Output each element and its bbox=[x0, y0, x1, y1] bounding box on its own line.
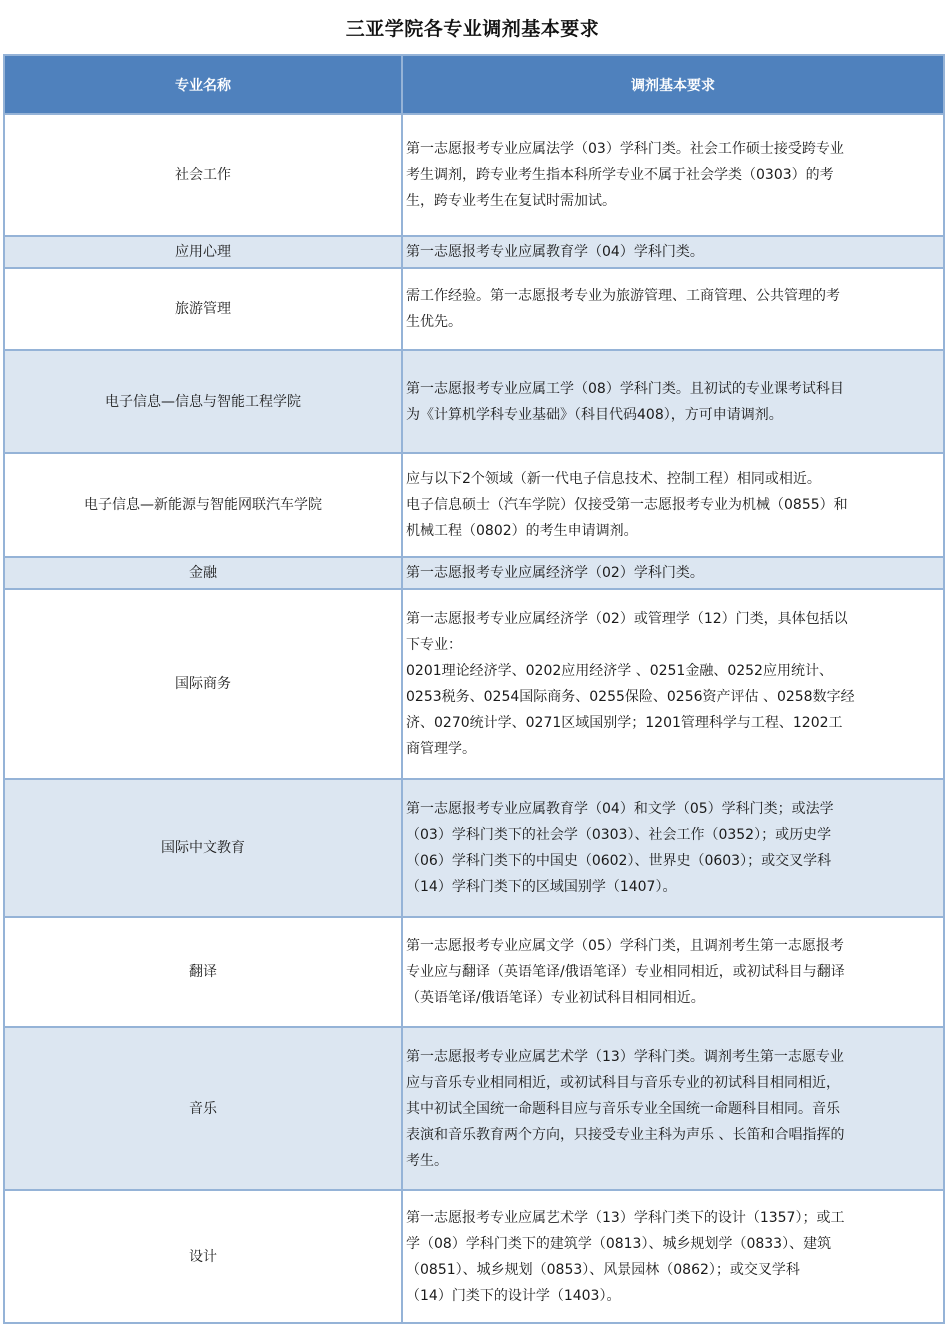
requirement-line: 0201理论经济学、0202应用经济学 、0251金融、0252应用统计、 bbox=[406, 663, 833, 679]
major-name-cell: 应用心理 bbox=[4, 236, 402, 268]
requirement-line: （英语笔译/俄语笔译）专业初试科目相同相近。 bbox=[406, 990, 705, 1006]
requirement-line: （03）学科门类下的社会学（0303）、社会工作（0352）；或历史学 bbox=[406, 827, 832, 843]
table-row bbox=[4, 917, 944, 1027]
table-row bbox=[4, 268, 944, 350]
table-row bbox=[4, 236, 944, 268]
major-name-cell: 金融 bbox=[4, 557, 402, 589]
table-header-row bbox=[4, 55, 944, 114]
requirement-cell bbox=[402, 779, 944, 917]
requirement-line: 为《计算机学科专业基础》（科目代码408），方可申请调剂。 bbox=[406, 406, 783, 423]
table-row bbox=[4, 557, 944, 589]
major-name-cell: 旅游管理 bbox=[4, 268, 402, 350]
major-name-cell: 翻译 bbox=[4, 917, 402, 1027]
header-requirements: 调剂基本要求 bbox=[402, 55, 944, 114]
requirement-line: 机械工程（0802）的考生申请调剂。 bbox=[406, 523, 638, 539]
requirement-line: 考生调剂，跨专业考生指本科所学专业不属于社会学类（0303）的考 bbox=[406, 167, 834, 183]
requirement-line: 第一志愿报考专业应属艺术学（13）学科门类下的设计（1357）；或工 bbox=[406, 1209, 845, 1226]
table-row bbox=[4, 1027, 944, 1190]
requirement-line: 第一志愿报考专业应属教育学（04）和文学（05）学科门类；或法学 bbox=[406, 801, 834, 817]
requirement-line: 第一志愿报考专业应属文学（05）学科门类，且调剂考生第一志愿报考 bbox=[406, 938, 844, 954]
requirement-line: 应与音乐专业相同相近，或初试科目与音乐专业的初试科目相同相近， bbox=[406, 1074, 840, 1091]
table-body bbox=[4, 114, 944, 1323]
table-row bbox=[4, 779, 944, 917]
table-row bbox=[4, 589, 944, 779]
requirement-cell bbox=[402, 268, 944, 350]
requirement-line: 表演和音乐教育两个方向，只接受专业主科为声乐 、长笛和合唱指挥的 bbox=[406, 1126, 845, 1143]
major-name-cell: 设计 bbox=[4, 1190, 402, 1323]
requirement-line: 第一志愿报考专业应属经济学（02）学科门类。 bbox=[406, 565, 704, 581]
major-name-cell: 电子信息—信息与智能工程学院 bbox=[4, 350, 402, 453]
requirement-line: 下专业： bbox=[406, 637, 462, 653]
major-name-cell: 音乐 bbox=[4, 1027, 402, 1190]
major-name-cell: 国际商务 bbox=[4, 589, 402, 779]
header-major-name: 专业名称 bbox=[4, 55, 402, 114]
requirement-line: 0253税务、0254国际商务、0255保险、0256资产评估 、0258数字经 bbox=[406, 689, 855, 705]
table-row bbox=[4, 1190, 944, 1323]
table-row bbox=[4, 114, 944, 236]
requirement-cell bbox=[402, 114, 944, 236]
requirement-cell bbox=[402, 557, 944, 589]
requirement-line: 考生。 bbox=[406, 1152, 448, 1169]
table-row bbox=[4, 350, 944, 453]
requirement-line: 学（08）学科门类下的建筑学（0813）、城乡规划学（0833）、建筑 bbox=[406, 1235, 832, 1252]
requirement-cell bbox=[402, 1027, 944, 1190]
requirement-cell bbox=[402, 589, 944, 779]
requirement-line: 电子信息硕士（汽车学院）仅接受第一志愿报考专业为机械（0855）和 bbox=[406, 497, 848, 513]
requirement-cell bbox=[402, 236, 944, 268]
requirement-line: （14）门类下的设计学（1403）。 bbox=[406, 1287, 621, 1304]
requirement-line: 生，跨专业考生在复试时需加试。 bbox=[406, 193, 616, 209]
requirement-line: 第一志愿报考专业应属工学（08）学科门类。且初试的专业课考试科目 bbox=[406, 380, 844, 397]
requirement-cell bbox=[402, 350, 944, 453]
requirement-cell bbox=[402, 453, 944, 557]
page-title: 三亚学院各专业调剂基本要求 bbox=[345, 18, 600, 40]
requirement-line: 专业应与翻译（英语笔译/俄语笔译）专业相同相近，或初试科目与翻译 bbox=[406, 964, 845, 980]
requirement-line: （0851）、城乡规划（0853）、风景园林（0862）；或交叉学科 bbox=[406, 1261, 800, 1278]
major-name-cell: 电子信息—新能源与智能网联汽车学院 bbox=[4, 453, 402, 557]
table-row bbox=[4, 453, 944, 557]
requirement-line: 需工作经验。第一志愿报考专业为旅游管理、工商管理、公共管理的考 bbox=[406, 288, 840, 304]
requirement-cell bbox=[402, 1190, 944, 1323]
requirement-line: 应与以下2个领域（新一代电子信息技术、控制工程）相同或相近。 bbox=[406, 471, 821, 487]
requirement-line: （06）学科门类下的中国史（0602）、世界史（0603）；或交叉学科 bbox=[406, 853, 832, 869]
major-name-cell: 社会工作 bbox=[4, 114, 402, 236]
requirement-line: 其中初试全国统一命题科目应与音乐专业全国统一命题科目相同。音乐 bbox=[406, 1100, 840, 1117]
requirement-line: 第一志愿报考专业应属经济学（02）或管理学（12）门类，具体包括以 bbox=[406, 611, 848, 627]
major-name-cell: 国际中文教育 bbox=[4, 779, 402, 917]
adjustment-requirements-table bbox=[3, 54, 945, 1324]
requirement-line: 生优先。 bbox=[406, 314, 462, 330]
requirement-line: （14）学科门类下的区域国别学（1407）。 bbox=[406, 879, 677, 895]
requirement-cell bbox=[402, 917, 944, 1027]
requirement-line: 第一志愿报考专业应属艺术学（13）学科门类。调剂考生第一志愿专业 bbox=[406, 1048, 844, 1065]
requirement-line: 第一志愿报考专业应属法学（03）学科门类。社会工作硕士接受跨专业 bbox=[406, 141, 844, 157]
requirement-line: 商管理学。 bbox=[406, 741, 476, 757]
requirement-line: 第一志愿报考专业应属教育学（04）学科门类。 bbox=[406, 244, 704, 260]
requirement-line: 济、0270统计学、0271区域国别学；1201管理科学与工程、1202工 bbox=[406, 715, 843, 731]
